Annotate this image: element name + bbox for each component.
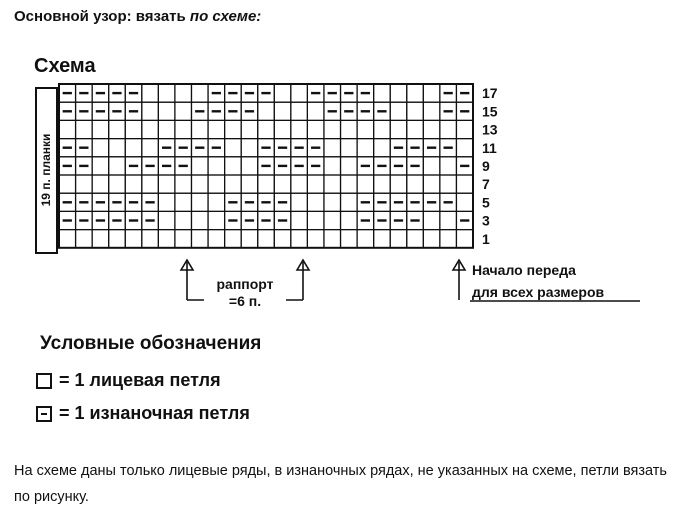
legend-title: Условные обозначения: [40, 333, 262, 354]
purl-stitch-icon: [36, 406, 52, 422]
rapport-marker: [181, 260, 309, 309]
row-number: 13: [482, 121, 498, 138]
rapport-count: =6 п.: [228, 293, 262, 309]
chart-grid: [59, 84, 473, 248]
row-number: 11: [482, 139, 497, 156]
side-band-label: 19 п. планки: [39, 133, 53, 207]
knit-stitch-icon: [36, 373, 52, 389]
row-number: 1: [482, 230, 490, 247]
row-number: 7: [482, 176, 490, 193]
legend-purl: [36, 403, 250, 424]
start-label-line1: Начало переда: [472, 262, 576, 278]
heading-prefix: Основной узор: вязать: [14, 8, 186, 25]
start-label-line2: для всех размеров: [472, 284, 605, 300]
row-number: 9: [482, 157, 490, 174]
heading-emphasis: по схеме:: [189, 8, 262, 25]
legend-knit: [36, 370, 221, 391]
row-numbers: [482, 85, 498, 247]
legend-purl-label: = 1 изнаночная петля: [59, 403, 250, 423]
row-number: 17: [482, 85, 498, 102]
row-number: 15: [482, 103, 498, 120]
schema-title: Схема: [34, 55, 96, 77]
footnote: На схеме даны только лицевые ряды, в изнаночных рядах, не указанных на схеме, петли вязать по рисунку.: [14, 463, 667, 505]
row-number: 3: [482, 212, 490, 229]
start-marker: [453, 260, 640, 301]
rapport-label: раппорт: [216, 276, 274, 292]
row-number: 5: [482, 194, 490, 211]
legend-knit-label: = 1 лицевая петля: [59, 370, 221, 390]
